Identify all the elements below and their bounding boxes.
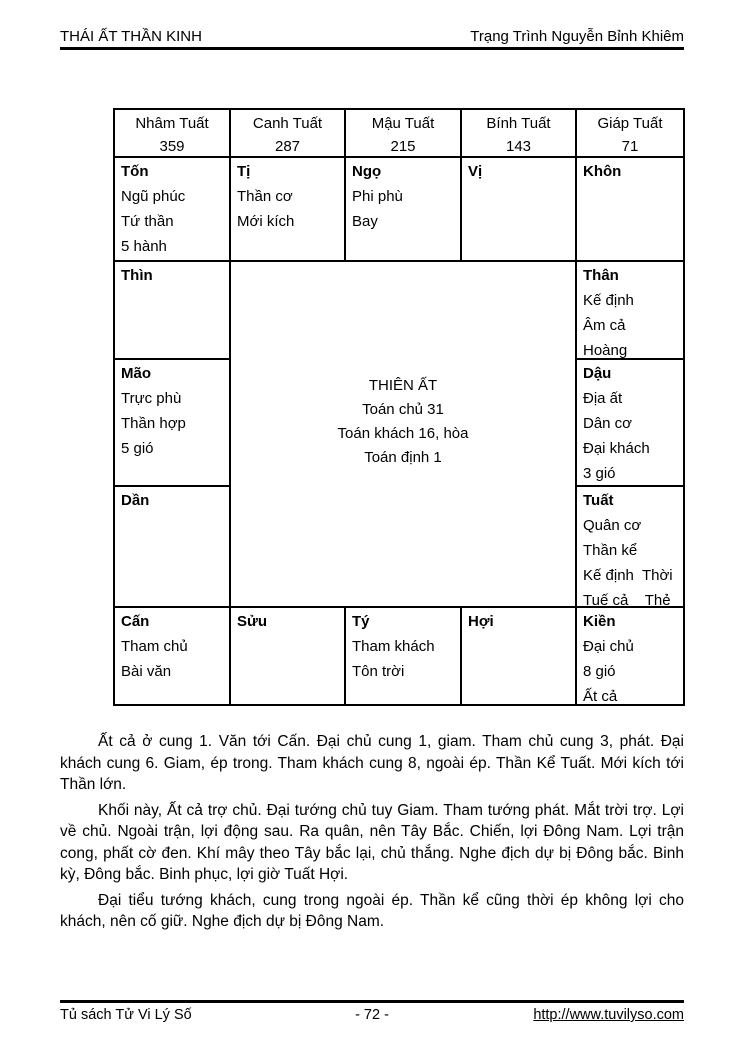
cell-thin bbox=[115, 262, 229, 358]
palace-line: Tham chủ bbox=[121, 638, 188, 655]
palace-label: Vị bbox=[468, 163, 483, 180]
chart-center-cell bbox=[231, 262, 575, 606]
cell-than bbox=[577, 262, 683, 358]
chart-center-line: Toán khách 16, hòa bbox=[337, 425, 469, 442]
cell-can bbox=[115, 608, 229, 704]
palace-line: Mới kích bbox=[237, 213, 295, 230]
palace-line: 8 gió bbox=[583, 663, 616, 680]
page-header bbox=[60, 28, 684, 45]
palace-label: Dần bbox=[121, 492, 150, 509]
cell-suu bbox=[231, 608, 344, 704]
paragraph-3: Đại tiểu tướng khách, cung trong ngoài ép. Thần kể cũng thời ép không lợi cho khách, nên cố giữ. Nghe địch dự bị Đông Nam. bbox=[60, 891, 684, 930]
palace-line: Đại khách bbox=[583, 440, 650, 457]
palace-label: Dậu bbox=[583, 365, 612, 382]
palace-line: Kế định Thời bbox=[583, 567, 673, 584]
palace-label: Thân bbox=[583, 267, 619, 284]
palace-label: Cấn bbox=[121, 613, 150, 630]
palace-line: Phi phù bbox=[352, 188, 403, 205]
palace-line: 3 gió bbox=[583, 465, 616, 482]
year-cell-binh-tuat bbox=[462, 110, 575, 156]
footer-page-number: - 72 - bbox=[355, 1007, 389, 1023]
palace-line: Địa ất bbox=[583, 390, 623, 407]
palace-label: Ngọ bbox=[352, 163, 382, 180]
cell-tuat bbox=[577, 487, 683, 606]
palace-line: Tham khách bbox=[352, 638, 435, 655]
palace-label: Hợi bbox=[468, 613, 494, 630]
palace-line: Ất cả bbox=[583, 688, 618, 704]
palace-line: Bay bbox=[352, 213, 378, 230]
thai-at-chart bbox=[113, 108, 685, 706]
palace-line: 5 hành bbox=[121, 238, 167, 255]
footer-website-link[interactable]: http://www.tuvilyso.com bbox=[533, 1007, 684, 1023]
book-title: THÁI ẤT THẦN KINH bbox=[60, 28, 202, 45]
year-cell-nham-tuat bbox=[115, 110, 229, 156]
palace-line: Quân cơ bbox=[583, 517, 642, 534]
footer-divider bbox=[60, 1000, 684, 1003]
interpretation-text bbox=[60, 731, 684, 937]
cell-ton bbox=[115, 158, 229, 260]
palace-line: Âm cả bbox=[583, 317, 626, 334]
year-number: 71 bbox=[621, 138, 639, 155]
year-name: Nhâm Tuất bbox=[135, 115, 209, 132]
cell-dan bbox=[115, 487, 229, 606]
cell-hoi bbox=[462, 608, 575, 704]
palace-label: Mão bbox=[121, 365, 151, 382]
year-number: 143 bbox=[505, 138, 532, 155]
palace-label: Khôn bbox=[583, 163, 622, 180]
palace-label: Tuất bbox=[583, 492, 614, 509]
palace-line: Thần kể bbox=[583, 542, 638, 559]
footer-series-name: Tủ sách Tử Vi Lý Số bbox=[60, 1007, 192, 1023]
palace-line: Dân cơ bbox=[583, 415, 633, 432]
palace-label: Kiền bbox=[583, 613, 616, 630]
palace-label: Tốn bbox=[121, 163, 149, 180]
palace-line: Kế định bbox=[583, 292, 634, 309]
header-divider bbox=[60, 47, 684, 50]
year-cell-giap-tuat bbox=[577, 110, 683, 156]
cell-ngo bbox=[346, 158, 460, 260]
palace-line: Hoàng bbox=[583, 342, 628, 358]
year-number: 215 bbox=[390, 138, 416, 155]
paragraph-1: Ất cả ở cung 1. Văn tới Cấn. Đại chủ cung 1, giam. Tham chủ cung 3, phát. Đại khách cung 6. Giam, ép trong. Tham khách cung 8, ngoài ép. Thần Kể Tuất. Mới kích tới Thần lớn. bbox=[60, 733, 684, 793]
cell-vi bbox=[462, 158, 575, 260]
palace-line: Ngũ phúc bbox=[121, 188, 186, 205]
palace-line: Thần cơ bbox=[237, 188, 293, 205]
palace-line: Tứ thần bbox=[121, 213, 174, 230]
chart-title: THIÊN ẤT bbox=[368, 377, 438, 394]
year-cell-canh-tuat bbox=[231, 110, 344, 156]
year-name: Giáp Tuất bbox=[597, 115, 663, 132]
year-number: 359 bbox=[159, 138, 185, 155]
cell-ty bbox=[346, 608, 460, 704]
palace-label: Sửu bbox=[237, 613, 268, 630]
year-name: Mậu Tuất bbox=[371, 115, 435, 132]
cell-kien bbox=[577, 608, 683, 704]
chart-center-line: Toán chủ 31 bbox=[362, 401, 444, 418]
palace-label: Tị bbox=[237, 163, 251, 180]
palace-line: Trực phù bbox=[121, 390, 182, 407]
year-number: 287 bbox=[274, 138, 301, 155]
palace-line: Thần hợp bbox=[121, 415, 186, 432]
cell-dau bbox=[577, 360, 683, 485]
year-name: Canh Tuất bbox=[252, 115, 323, 132]
page-footer bbox=[60, 1007, 684, 1024]
palace-line: Đại chủ bbox=[583, 638, 634, 655]
palace-label: Thìn bbox=[121, 267, 153, 284]
palace-line: Tuế cả Thẻ bbox=[583, 592, 671, 606]
year-name: Bính Tuất bbox=[486, 115, 551, 132]
author-name: Trạng Trình Nguyễn Bỉnh Khiêm bbox=[470, 28, 684, 45]
paragraph-2: Khối này, Ất cả trợ chủ. Đại tướng chủ tuy Giam. Tham tướng phát. Mắt trời trợ. Lợi về chủ. Ngoài trận, lợi động sau. Ra quân, nên Tây Bắc. Chiến, lợi Đông Nam. Lợi trận cong, phất cờ đen. Khí mây theo Tây bắc lại, chủ thắng. Nghe địch dự bị Đông bắc. Binh kỳ, Đông bắc. Binh phục, lợi giờ Tuất Hợi. bbox=[60, 801, 684, 883]
cell-mao bbox=[115, 360, 229, 485]
chart-center-line: Toán định 1 bbox=[364, 449, 442, 466]
cell-khon bbox=[577, 158, 683, 260]
palace-label: Tý bbox=[352, 613, 370, 630]
year-cell-mau-tuat bbox=[346, 110, 460, 156]
palace-line: Tôn trời bbox=[352, 663, 405, 680]
palace-line: Bài văn bbox=[121, 663, 172, 680]
palace-line: 5 gió bbox=[121, 440, 154, 457]
cell-ti bbox=[231, 158, 344, 260]
